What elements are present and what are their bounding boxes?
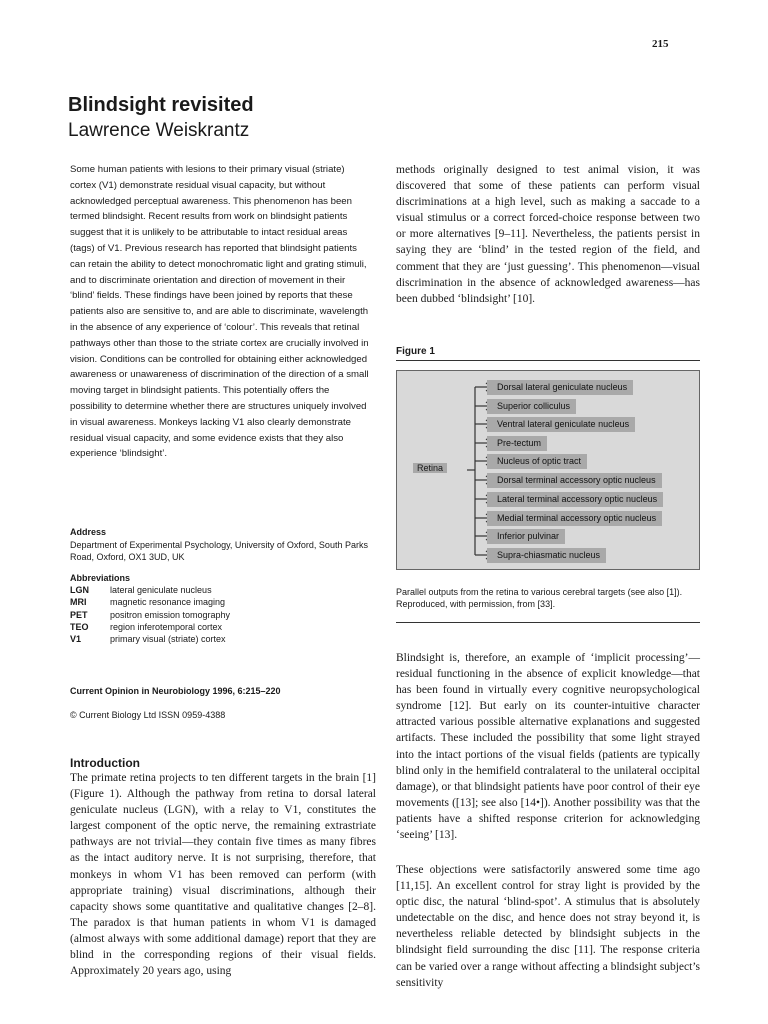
figure-target: Nucleus of optic tract bbox=[487, 454, 587, 469]
figure-target: Lateral terminal accessory optic nucleus bbox=[487, 492, 663, 507]
abbreviation-value: region inferotemporal cortex bbox=[110, 621, 223, 632]
abbreviation-key: MRI bbox=[70, 597, 87, 608]
abbreviation-key: TEO bbox=[70, 621, 89, 632]
abbreviation-value: primary visual (striate) cortex bbox=[110, 634, 226, 645]
abstract: Some human patients with lesions to their primary visual (striate) cortex (V1) demonstrate residual visual capacity, but without acknowledged perceptual awareness. This phenomenon has been termed blindsight. Recent results from work on blindsight patients suggest that it is unlikely to be attributable to intact residual areas (tags) of V1. Previous research has reported that blindsight patients can retain the ability to detect monochromatic light and grating stimuli, and to discriminate orientation and direction of movement in their ‘blind’ fields. These findings have been joined by reports that these patients also are sensitive to, and are able to discriminate, wavelength in the absence of any experience of ‘colour’. This reveals that retinal pathways other than those to the striate cortex are crucially involved in vision. Conditions can be controlled for obtaining either acknowledged awareness or unawareness of discrimination of the direction of a small moving target in blindsight patients. This potentially offers the possibility to determine whether there are structures uniquely involved in visual awareness. Monkeys lacking V1 also clearly demonstrate residual visual capacity, and some evidence exists that they also experience ‘blindsight’. bbox=[70, 164, 369, 460]
address-text: Department of Experimental Psychology, University of Oxford, South Parks Road, Oxford, OX1 3UD, UK bbox=[70, 539, 368, 562]
figure-target: Dorsal lateral geniculate nucleus bbox=[487, 380, 633, 395]
address-block bbox=[70, 526, 370, 564]
figure-target: Ventral lateral geniculate nucleus bbox=[487, 417, 635, 432]
address-label: Address bbox=[70, 527, 107, 537]
figure-rule-top bbox=[396, 360, 700, 361]
abbreviation-row bbox=[70, 584, 370, 596]
page-number: 215 bbox=[652, 38, 669, 50]
abbreviations-label: Abbreviations bbox=[70, 573, 131, 583]
abbreviation-value: positron emission tomography bbox=[110, 609, 231, 620]
figure-target: Superior colliculus bbox=[487, 399, 576, 414]
abbreviation-key: V1 bbox=[70, 634, 82, 645]
body-paragraph-continued: methods originally designed to test animal vision, it was discovered that some of these patients can perform visual discriminations at a high level, such as making a saccade to a visual stimulus or a correct forced-choice response between two or more alternatives [9–11]. Nevertheless, the patients persist in saying they are ‘blind’ in the tested region of the field, and comment that they are ‘just guessing’. This phenomenon—visual discrimination in the absence of acknowledged awareness—has been dubbed ‘blindsight’ [10]. bbox=[396, 164, 700, 305]
figure-label: Figure 1 bbox=[396, 346, 435, 357]
figure-target: Supra-chiasmatic nucleus bbox=[487, 548, 606, 563]
abbreviation-row bbox=[70, 596, 370, 608]
section-heading-introduction: Introduction bbox=[70, 756, 140, 770]
body-paragraph: Blindsight is, therefore, an example of ‘implicit processing’—residual functioning in the absence of explicit knowledge—that has been found in virtually every cognitive neuropsychological syndrome [12]. But early on its counter-intuitive character attracted various possible alternative explanations and suggested artifacts. These included the possibility that some light strayed into the intact portions of the visual fields (patients are typically blind only in the hemifield contralateral to the unilateral occipital damage), or that blindsight patients have poor control of their eye movements ([13]; see also [14•]). Another possibility was that the patients have a shifted response criterion for acknowledging ‘seeing’ [13]. bbox=[396, 652, 700, 842]
journal-citation: Current Opinion in Neurobiology 1996, 6:215–220 bbox=[70, 686, 281, 696]
figure-source-retina: Retina bbox=[413, 463, 447, 473]
figure-target: Pre-tectum bbox=[487, 436, 547, 451]
figure-caption: Parallel outputs from the retina to various cerebral targets (see also [1]). Reproduced, with permission, from [33]. bbox=[396, 587, 683, 609]
abbreviations-block bbox=[70, 572, 370, 645]
abbreviation-value: magnetic resonance imaging bbox=[110, 597, 226, 608]
abbreviation-key: LGN bbox=[70, 585, 89, 596]
figure-target: Medial terminal accessory optic nucleus bbox=[487, 511, 662, 526]
figure-target: Inferior pulvinar bbox=[487, 529, 565, 544]
abbreviation-row bbox=[70, 621, 370, 633]
intro-paragraph: The primate retina projects to ten different targets in the brain [1] (Figure 1). Although the pathway from retina to dorsal lateral geniculate nucleus (LGN), with a relay to V1, constitutes the largest component of the optic nerve, the remaining extrastriate pathways are not trivial—they contain five times as many fibres as the intact auditory nerve. It is not surprising, therefore, that monkeys in whom V1 has been removed can perform (with appropriate training) visual discriminations, although their capacity shows some quantitative and qualitative changes [2–8]. The paradox is that human patients in whom V1 is damaged (almost always with some additional damage) report that they are blind in the corresponding regions of their visual fields. Approximately 20 years ago, using bbox=[70, 772, 376, 978]
abbreviation-value: lateral geniculate nucleus bbox=[110, 585, 212, 596]
abbreviation-row bbox=[70, 609, 370, 621]
abbreviation-key: PET bbox=[70, 609, 88, 620]
figure-rule-bottom bbox=[396, 622, 700, 623]
body-paragraph: These objections were satisfactorily answered some time ago [11,15]. An excellent control for stray light is provided by the optic disc, the natural ‘blind-spot’. A stimulus that is absolutely undetectable on the disc, and hence does not stray beyond it, is nevertheless reliable detected by blindsight subjects in the blindsight field surrounding the disc [11]. The response criteria can be varied over a range without affecting a blindsight subject’s sensitivity bbox=[396, 864, 700, 989]
figure-diagram bbox=[396, 370, 700, 570]
article-title: Blindsight revisited bbox=[68, 94, 254, 116]
figure-target: Dorsal terminal accessory optic nucleus bbox=[487, 473, 662, 488]
copyright-line: © Current Biology Ltd ISSN 0959-4388 bbox=[70, 710, 226, 720]
abbreviation-row bbox=[70, 633, 370, 645]
author-name: Lawrence Weiskrantz bbox=[68, 120, 250, 141]
